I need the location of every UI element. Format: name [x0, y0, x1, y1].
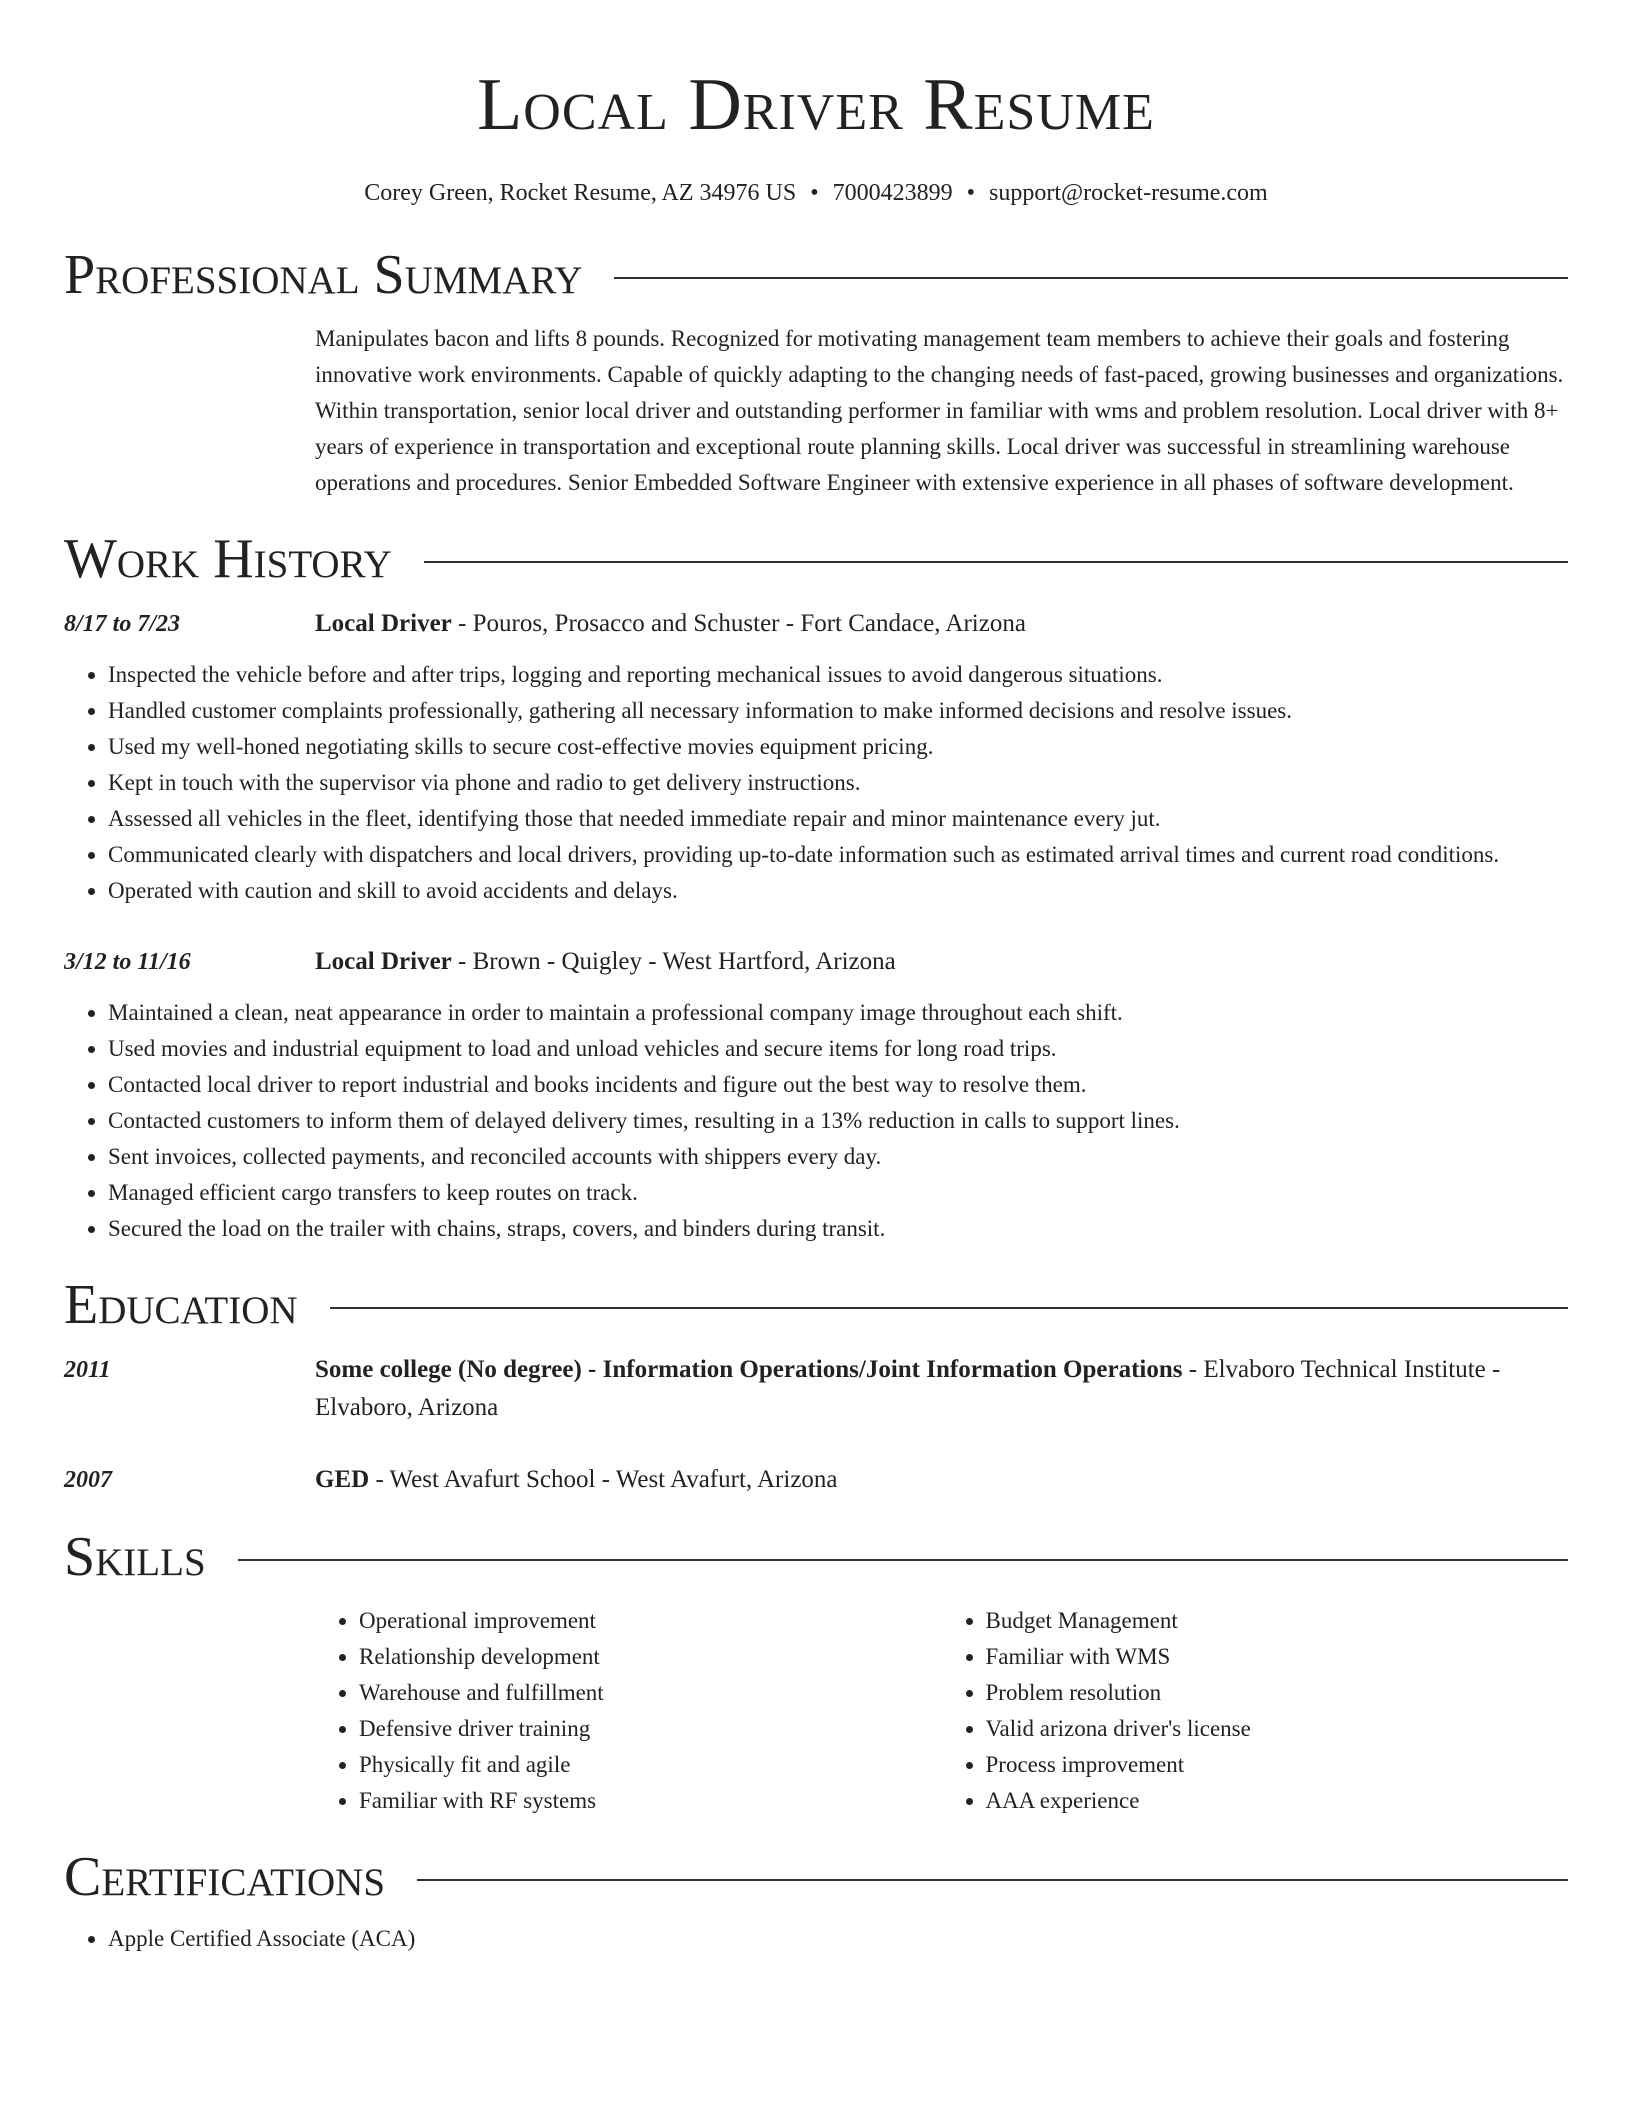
contact-line: [64, 180, 1568, 207]
section-title-education: Education: [64, 1274, 298, 1336]
job-duties-list: [64, 995, 1568, 1247]
education-school: - West Avafurt School - West Avafurt, Arizona: [369, 1466, 838, 1493]
job-heading: [315, 605, 1568, 643]
section-title-certifications: Certifications: [64, 1846, 386, 1908]
section-title-skills: Skills: [64, 1526, 206, 1588]
list-item: • Kept in touch with the supervisor via phone and radio to get delivery instructions.: [108, 765, 1568, 801]
skill-item: • Warehouse and fulfillment: [359, 1675, 942, 1711]
skill-item: • Problem resolution: [986, 1675, 1569, 1711]
job-dates: 8/17 to 7/23: [64, 611, 181, 637]
list-item: • Handled customer complaints professionally, gathering all necessary information to make informed decisions and resolve issues.: [108, 693, 1568, 729]
resume-page: [64, 0, 1568, 1957]
skill-item: • Budget Management: [986, 1603, 1569, 1639]
contact-phone: 7000423899: [832, 180, 953, 206]
list-item: • Contacted local driver to report industrial and books incidents and figure out the best way to resolve them.: [108, 1067, 1568, 1103]
section-header-skills: [64, 1526, 1568, 1588]
list-item: • Inspected the vehicle before and after trips, logging and reporting mechanical issues to avoid dangerous situations.: [108, 657, 1568, 693]
list-item: • Managed efficient cargo transfers to keep routes on track.: [108, 1175, 1568, 1211]
section-header-education: [64, 1274, 1568, 1336]
section-title-work-history: Work History: [64, 528, 392, 590]
skill-item: • Process improvement: [986, 1747, 1569, 1783]
job-title: Local Driver: [315, 610, 452, 637]
list-item: • Sent invoices, collected payments, and reconciled accounts with shippers every day.: [108, 1139, 1568, 1175]
section-divider: [238, 1559, 1568, 1561]
list-item: • Secured the load on the trailer with chains, straps, covers, and binders during transit.: [108, 1211, 1568, 1247]
certification-item: • Apple Certified Associate (ACA): [108, 1921, 1568, 1957]
education-degree: Some college (No degree) - Information Operations/Joint Information Operations: [315, 1356, 1183, 1383]
education-heading: [315, 1351, 1568, 1427]
list-item: • Communicated clearly with dispatchers and local drivers, providing up-to-date information such as estimated arrival times and current road conditions.: [108, 837, 1568, 873]
section-divider: [417, 1879, 1568, 1881]
skill-item: • Relationship development: [359, 1639, 942, 1675]
skills-list-left: [315, 1603, 942, 1819]
education-heading: [315, 1461, 1568, 1499]
education-entry: [64, 1351, 1568, 1427]
education-school: - Elvaboro Technical Institute - Elvaboro, Arizona: [315, 1356, 1501, 1421]
contact-email: support@rocket-resume.com: [989, 180, 1268, 206]
skill-item: • Defensive driver training: [359, 1711, 942, 1747]
job-dates: 3/12 to 11/16: [64, 949, 191, 975]
contact-separator: •: [810, 180, 819, 206]
contact-address: Corey Green, Rocket Resume, AZ 34976 US: [364, 180, 797, 206]
job-employer: - Brown - Quigley - West Hartford, Arizona: [451, 948, 896, 975]
skill-item: • Familiar with RF systems: [359, 1783, 942, 1819]
list-item: • Contacted customers to inform them of delayed delivery times, resulting in a 13% reduction in calls to support lines.: [108, 1103, 1568, 1139]
education-year: 2011: [64, 1357, 111, 1383]
skill-item: • Physically fit and agile: [359, 1747, 942, 1783]
summary-text: Manipulates bacon and lifts 8 pounds. Recognized for motivating management team members to achieve their goals and fostering innovative work environments. Capable of quickly adapting to the changing needs of fast-paced, growing businesses and organizations. Within transportation, senior local driver and outstanding performer in familiar with wms and problem resolution. Local driver with 8+ years of experience in transportation and exceptional route planning skills. Local driver was successful in streamlining warehouse operations and procedures. Senior Embedded Software Engineer with extensive experience in all phases of software development.: [315, 326, 1564, 495]
section-divider: [330, 1307, 1568, 1309]
list-item: • Maintained a clean, neat appearance in order to maintain a professional company image throughout each shift.: [108, 995, 1568, 1031]
list-item: • Assessed all vehicles in the fleet, identifying those that needed immediate repair and minor maintenance every jut.: [108, 801, 1568, 837]
skill-item: • AAA experience: [986, 1783, 1569, 1819]
resume-title: Local Driver Resume: [477, 64, 1155, 146]
section-header-work-history: [64, 528, 1568, 590]
contact-separator: •: [966, 180, 976, 206]
certifications-list: [64, 1921, 1568, 1957]
job-entry: [64, 943, 1568, 1247]
section-header-certifications: [64, 1846, 1568, 1908]
job-title: Local Driver: [315, 948, 452, 975]
skill-item: • Valid arizona driver's license: [986, 1711, 1569, 1747]
job-heading: [315, 943, 1568, 981]
job-duties-list: [64, 657, 1568, 909]
education-degree: GED: [315, 1466, 370, 1493]
list-item: • Used my well-honed negotiating skills to secure cost-effective movies equipment pricing.: [108, 729, 1568, 765]
list-item: • Operated with caution and skill to avoid accidents and delays.: [108, 873, 1568, 909]
section-header-summary: [64, 244, 1568, 306]
skill-item: • Familiar with WMS: [986, 1639, 1569, 1675]
education-year: 2007: [64, 1467, 112, 1493]
skills-grid: [315, 1603, 1568, 1819]
job-entry: [64, 605, 1568, 909]
list-item: • Used movies and industrial equipment to load and unload vehicles and secure items for long road trips.: [108, 1031, 1568, 1067]
section-title-summary: Professional Summary: [64, 244, 583, 306]
education-entry: [64, 1461, 1568, 1499]
section-divider: [614, 277, 1568, 279]
skills-list-right: [942, 1603, 1569, 1819]
job-employer: - Pouros, Prosacco and Schuster - Fort Candace, Arizona: [451, 610, 1026, 637]
section-divider: [424, 561, 1568, 563]
skill-item: • Operational improvement: [359, 1603, 942, 1639]
